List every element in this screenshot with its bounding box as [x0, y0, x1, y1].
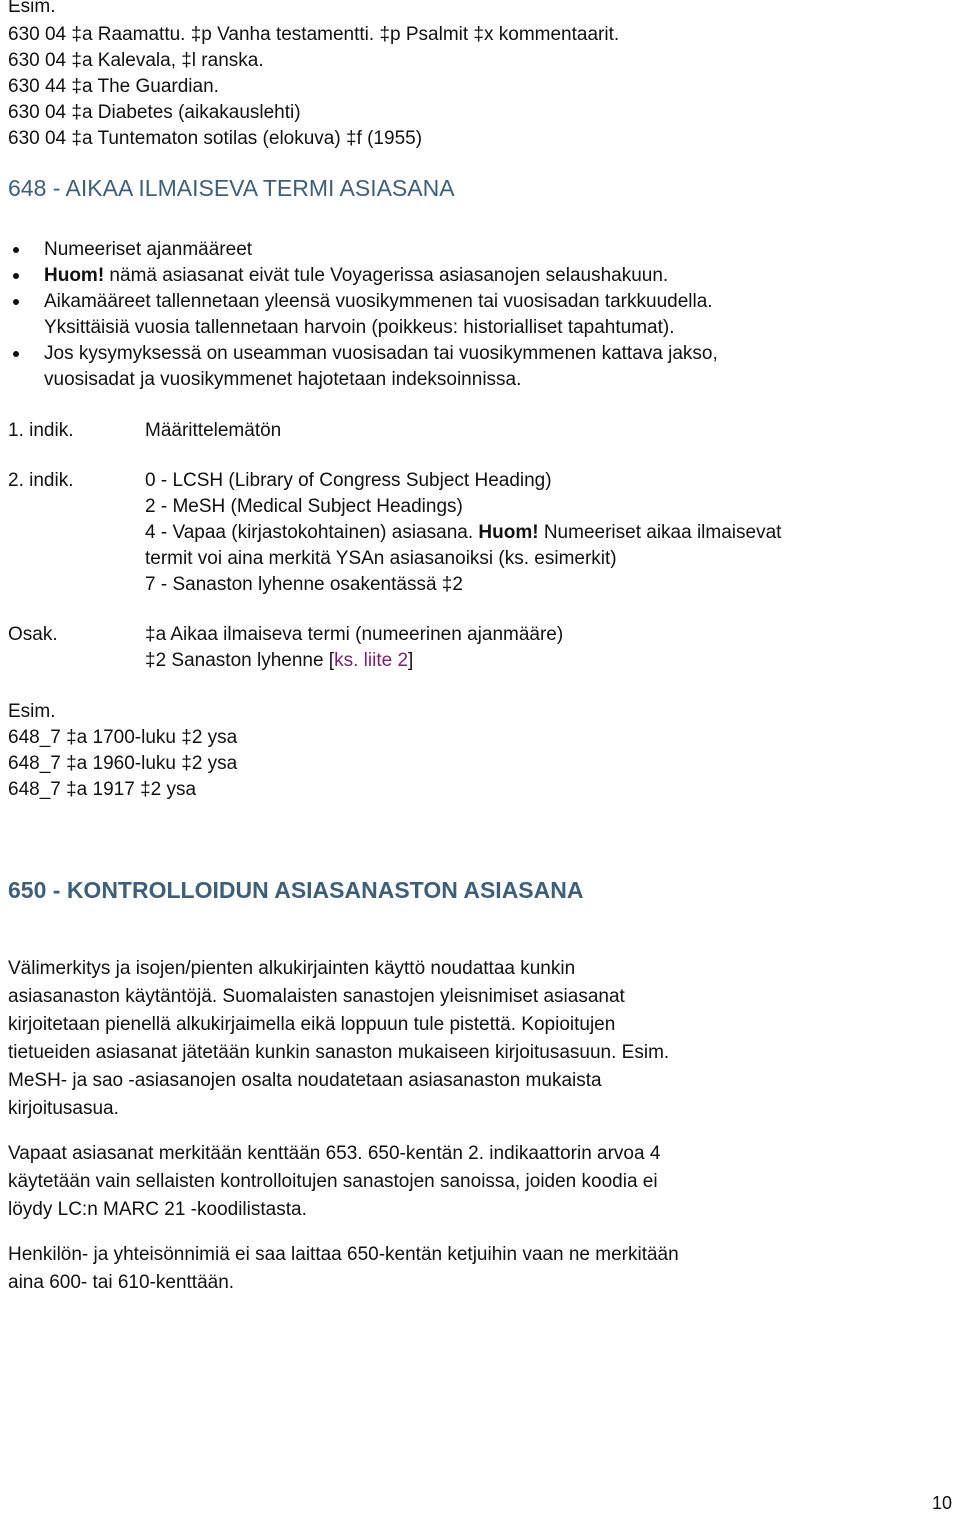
paragraph-line: Henkilön- ja yhteisönnimiä ei saa laittaa 650-kentän ketjuihin vaan ne merkitään: [8, 1244, 679, 1265]
paragraph-line: asiasanaston käytäntöjä. Suomalaisten sanastojen yleisnimiset asiasanat: [8, 986, 625, 1007]
huom-label: Huom!: [478, 522, 539, 543]
subfield-line: [145, 648, 413, 674]
bullet-item: Aikamääreet tallennetaan yleensä vuosikymmenen tai vuosisadan tarkkuudella.: [44, 291, 713, 312]
subfield-text: ‡2 Sanaston lyhenne [: [145, 650, 335, 671]
example-line: 648_7 ‡a 1917 ‡2 ysa: [8, 779, 197, 800]
bullet-dot: [13, 273, 19, 279]
indicator-1-value: Määrittelemätön: [145, 420, 282, 441]
example-line: 630 04 ‡a Diabetes (aikakauslehti): [8, 102, 301, 123]
example-line: 630 04 ‡a Kalevala, ‡l ranska.: [8, 50, 264, 71]
indicator-2-label: 2. indik.: [8, 470, 74, 491]
paragraph: [8, 955, 953, 1123]
paragraph: [8, 1241, 953, 1297]
bullet-text: nämä asiasanat eivät tule Voyagerissa asiasanojen selaushakuun.: [104, 265, 669, 286]
example-line: 648_7 ‡a 1700-luku ‡2 ysa: [8, 727, 238, 748]
indicator-text: 4 - Vapaa (kirjastokohtainen) asiasana.: [145, 522, 479, 543]
bullet-continuation: Yksittäisiä vuosia tallennetaan harvoin (poikkeus: historialliset tapahtumat).: [44, 317, 675, 338]
paragraph-line: Vapaat asiasanat merkitään kenttään 653. 650-kentän 2. indikaattorin arvoa 4: [8, 1143, 661, 1164]
bullet-item: Jos kysymyksessä on useamman vuosisadan tai vuosikymmenen kattava jakso,: [44, 343, 718, 364]
subfield-text: ]: [408, 650, 414, 671]
paragraph-line: löydy LC:n MARC 21 -koodilistasta.: [8, 1199, 307, 1220]
appendix-link[interactable]: ks. liite 2: [334, 650, 409, 671]
huom-label: Huom!: [44, 265, 105, 286]
indicator-2-value: termit voi aina merkitä YSAn asiasanoiksi (ks. esimerkit): [145, 548, 617, 569]
section-648-heading: 648 - AIKAA ILMAISEVA TERMI ASIASANA: [8, 175, 455, 201]
bullet-dot: [13, 299, 19, 305]
subfield-line: ‡a Aikaa ilmaiseva termi (numeerinen ajanmääre): [145, 624, 564, 645]
example-line: 648_7 ‡a 1960-luku ‡2 ysa: [8, 753, 238, 774]
example-line: 630 44 ‡a The Guardian.: [8, 76, 219, 97]
example-label: Esim.: [8, 701, 56, 722]
paragraph-line: kirjoitusasua.: [8, 1098, 119, 1119]
example-line: 630 04 ‡a Raamattu. ‡p Vanha testamentti. ‡p Psalmit ‡x kommentaarit.: [8, 24, 620, 45]
paragraph-line: MeSH- ja sao -asiasanojen osalta noudatetaan asiasanaston mukaista: [8, 1070, 602, 1091]
indicator-2-value: [145, 520, 781, 546]
subfields-label: Osak.: [8, 624, 58, 645]
paragraph: [8, 1140, 953, 1224]
indicator-2-value: 0 - LCSH (Library of Congress Subject Heading): [145, 470, 552, 491]
paragraph-line: käytetään vain sellaisten kontrolloitujen sanastojen sanoissa, joiden koodia ei: [8, 1171, 658, 1192]
example-label-top: Esim.: [8, 0, 56, 17]
bullet-item: [44, 263, 668, 289]
paragraph-line: aina 600- tai 610-kenttään.: [8, 1272, 235, 1293]
paragraph-line: kirjoitetaan pienellä alkukirjaimella eikä loppuun tule pistettä. Kopioitujen: [8, 1014, 616, 1035]
bullet-item: Numeeriset ajanmääreet: [44, 239, 253, 260]
paragraph-line: Välimerkitys ja isojen/pienten alkukirjainten käyttö noudattaa kunkin: [8, 958, 576, 979]
example-line: 630 04 ‡a Tuntematon sotilas (elokuva) ‡f (1955): [8, 128, 423, 149]
indicator-1-label: 1. indik.: [8, 420, 74, 441]
indicator-text: Numeeriset aikaa ilmaisevat: [538, 522, 782, 543]
bullet-dot: [13, 247, 19, 253]
bullet-dot: [13, 351, 19, 357]
indicator-2-value: 2 - MeSH (Medical Subject Headings): [145, 496, 463, 517]
page-number: 10: [931, 1493, 952, 1513]
indicator-2-value: 7 - Sanaston lyhenne osakentässä ‡2: [145, 574, 463, 595]
section-650-heading: 650 - KONTROLLOIDUN ASIASANASTON ASIASANA: [8, 877, 584, 903]
bullet-continuation: vuosisadat ja vuosikymmenet hajotetaan indeksoinnissa.: [44, 369, 522, 390]
paragraph-line: tietueiden asiasanat jätetään kunkin sanaston mukaiseen kirjoitusasuun. Esim.: [8, 1042, 670, 1063]
